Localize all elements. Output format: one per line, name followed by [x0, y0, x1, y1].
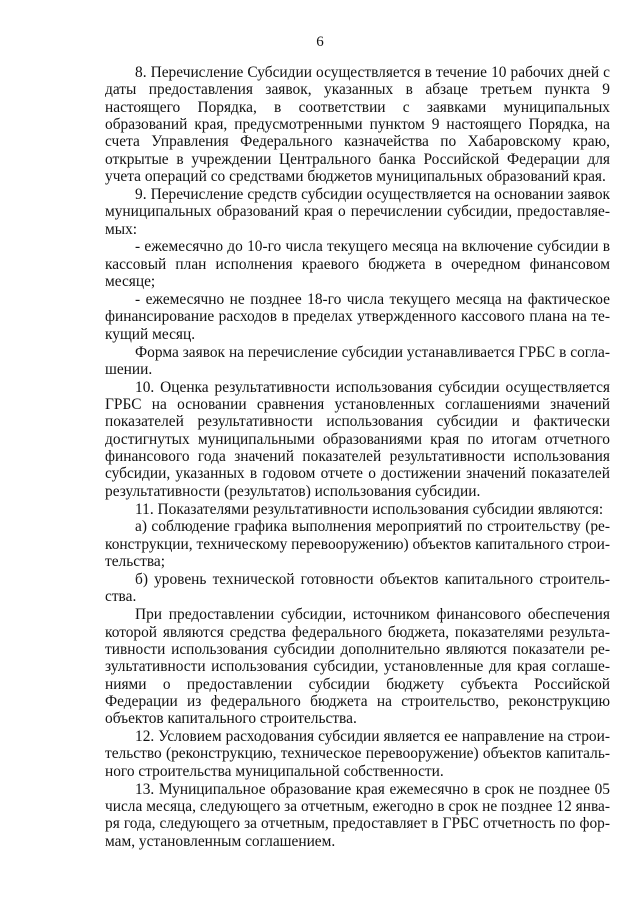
paragraph-request-form: Форма заявок на перечисление субсидии устанавливается ГРБС в соглашении. — [105, 343, 610, 378]
list-item-b-readiness: б) уровень технической готовности объектов капитального строительства. — [105, 570, 610, 606]
paragraph-11: 11. Показателями результативности использования субсидии являются: — [135, 500, 604, 518]
document-body — [105, 64, 610, 850]
paragraph-federal-indicators: При предоставлении субсидии, источником финансового обеспечения которой являются средства федерального бюджета, показателями результативности использования субсидии дополнительно являются показатели результативности использования субсидии, установленные для края соглашениями о предоставлении субсидии бюджету субъекта Российской Федерации из федерального бюджета на строительство, реконструкцию объектов капитального строительства. — [105, 606, 610, 728]
paragraph-10: 10. Оценка результативности использования субсидии осуществляется ГРБС на основании сравнения установленных соглашениями значений показателей результативности использования субсидии и фактически достигнутых муниципальными образованиями края по итогам отчетного финансового года значений показателей результативности использования субсидии, указанных в годовом отчете о достижении значений показателей результативности (результатов) использования субсидии. — [105, 378, 610, 500]
page-number: 6 — [316, 34, 324, 50]
list-item-monthly-financing: - ежемесячно не позднее 18-го числа текущего месяца на фактическое финансирование расходов в пределах утвержденного кассового плана на текущий месяц. — [105, 290, 610, 343]
paragraph-8: 8. Перечисление Субсидии осуществляется в течение 10 рабочих дней с даты предоставления заявок, указанных в абзаце третьем пункта 9 настоящего Порядка, в соответствии с заявками муниципальных образований края, предусмотренными пунктом 9 настоящего Порядка, на счета Управления Федерального казначейства по Хабаровскому краю, открытые в учреждении Центрального банка Российской Федерации для учета операций со средствами бюджетов муниципальных образований края. — [105, 64, 610, 186]
list-item-monthly-cash-plan: - ежемесячно до 10-го числа текущего месяца на включение субсидии в кассовый план исполнения краевого бюджета в очередном финансовом месяце; — [105, 238, 610, 291]
paragraph-13: 13. Муниципальное образование края ежемесячно в срок не позднее 05 числа месяца, следующего за отчетным, ежегодно в срок не позднее 12 января года, следующего за отчетным, предоставляет в ГРБС отчетность по формам, установленным соглашением. — [105, 780, 610, 850]
paragraph-12: 12. Условием расходования субсидии является ее направление на строительство (реконструкцию, техническое перевооружение) объектов капитального строительства муниципальной собственности. — [105, 728, 610, 780]
paragraph-9: 9. Перечисление средств субсидии осуществляется на основании заявок муниципальных образований края о перечислении субсидии, предоставляемых: — [105, 185, 610, 238]
list-item-a-schedule: а) соблюдение графика выполнения мероприятий по строительству (реконструкции, техническому перевооружению) объектов капитального строительства; — [105, 518, 610, 571]
